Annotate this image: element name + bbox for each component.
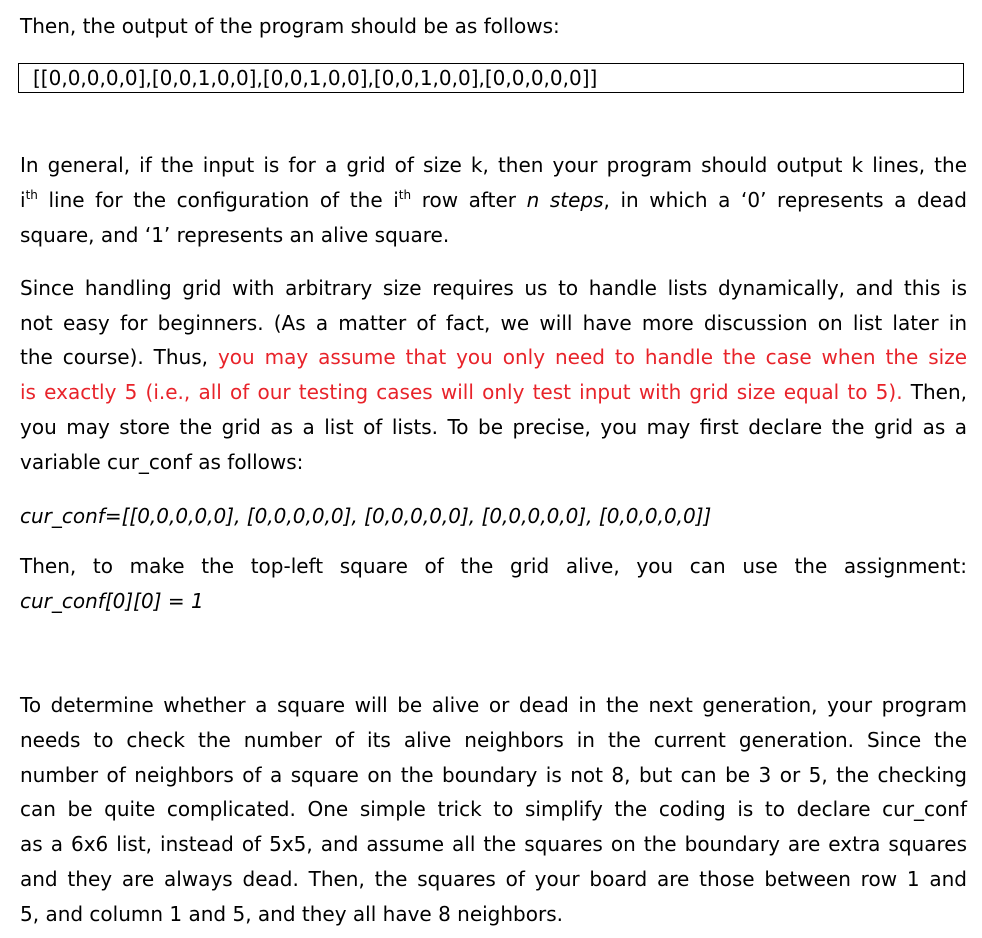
para1-sup-th-1: th	[25, 188, 38, 202]
para4-line1: To determine whether a square will be alive or dead in the next generation, your program	[20, 693, 967, 717]
para1-line3: square, and ‘1’ represents an alive square.	[20, 223, 450, 247]
para4-line5: as a 6x6 list, instead of 5x5, and assume all the squares on the boundary are extra squares	[20, 832, 967, 856]
para4-line3: number of neighbors of a square on the boundary is not 8, but can be 3 or 5, the checking	[20, 763, 967, 787]
code-declaration: cur_conf=[[0,0,0,0,0], [0,0,0,0,0], [0,0,0,0,0], [0,0,0,0,0], [0,0,0,0,0]]	[20, 504, 712, 528]
para1-line2	[20, 188, 967, 212]
para2-l3-red: you may assume that you only need to handle the case when the size	[217, 345, 967, 369]
para4-line6: and they are always dead. Then, the squares of your board are those between row 1 and	[20, 867, 967, 891]
para4-line2: needs to check the number of its alive neighbors in the current generation. Since the	[20, 728, 967, 752]
para1-i: i	[20, 188, 26, 212]
para2-line4	[20, 380, 967, 404]
para4-line7: 5, and column 1 and 5, and they all have 8 neighbors.	[20, 902, 563, 926]
para1-end: , in which a ‘0’ represents a dead	[603, 188, 967, 212]
para1-mid2: row after	[411, 188, 527, 212]
output-example-box	[18, 63, 964, 93]
para3-line1: Then, to make the top-left square of the grid alive, you can use the assignment:	[20, 554, 967, 578]
para2-line1: Since handling grid with arbitrary size requires us to handle lists dynamically, and this is	[20, 276, 967, 300]
intro-line: Then, the output of the program should be as follows:	[20, 14, 560, 38]
code-assignment: cur_conf[0][0] = 1	[20, 589, 204, 613]
para2-line3	[20, 345, 967, 369]
para1-sup-th-2: th	[398, 188, 412, 202]
para4-line4: can be quite complicated. One simple trick to simplify the coding is to declare cur_conf	[20, 797, 967, 821]
para2-line6: variable cur_conf as follows:	[20, 450, 304, 474]
para2-l3-plain: the course). Thus,	[20, 345, 218, 369]
para1-mid: line for the configuration of the i	[37, 188, 399, 212]
para1-n-steps: n steps	[526, 188, 604, 212]
para2-l4-red: is exactly 5 (i.e., all of our testing cases will only test input with grid size equal to 5).	[20, 380, 903, 404]
para1-line1: In general, if the input is for a grid of size k, then your program should output k lines, the	[20, 153, 967, 177]
para2-line5: you may store the grid as a list of lists. To be precise, you may first declare the grid as a	[20, 415, 967, 439]
output-example-text: [[0,0,0,0,0],[0,0,1,0,0],[0,0,1,0,0],[0,0,1,0,0],[0,0,0,0,0]]	[33, 66, 598, 90]
para2-line2: not easy for beginners. (As a matter of fact, we will have more discussion on list later in	[20, 311, 967, 335]
para2-l4-plain: Then,	[902, 380, 967, 404]
